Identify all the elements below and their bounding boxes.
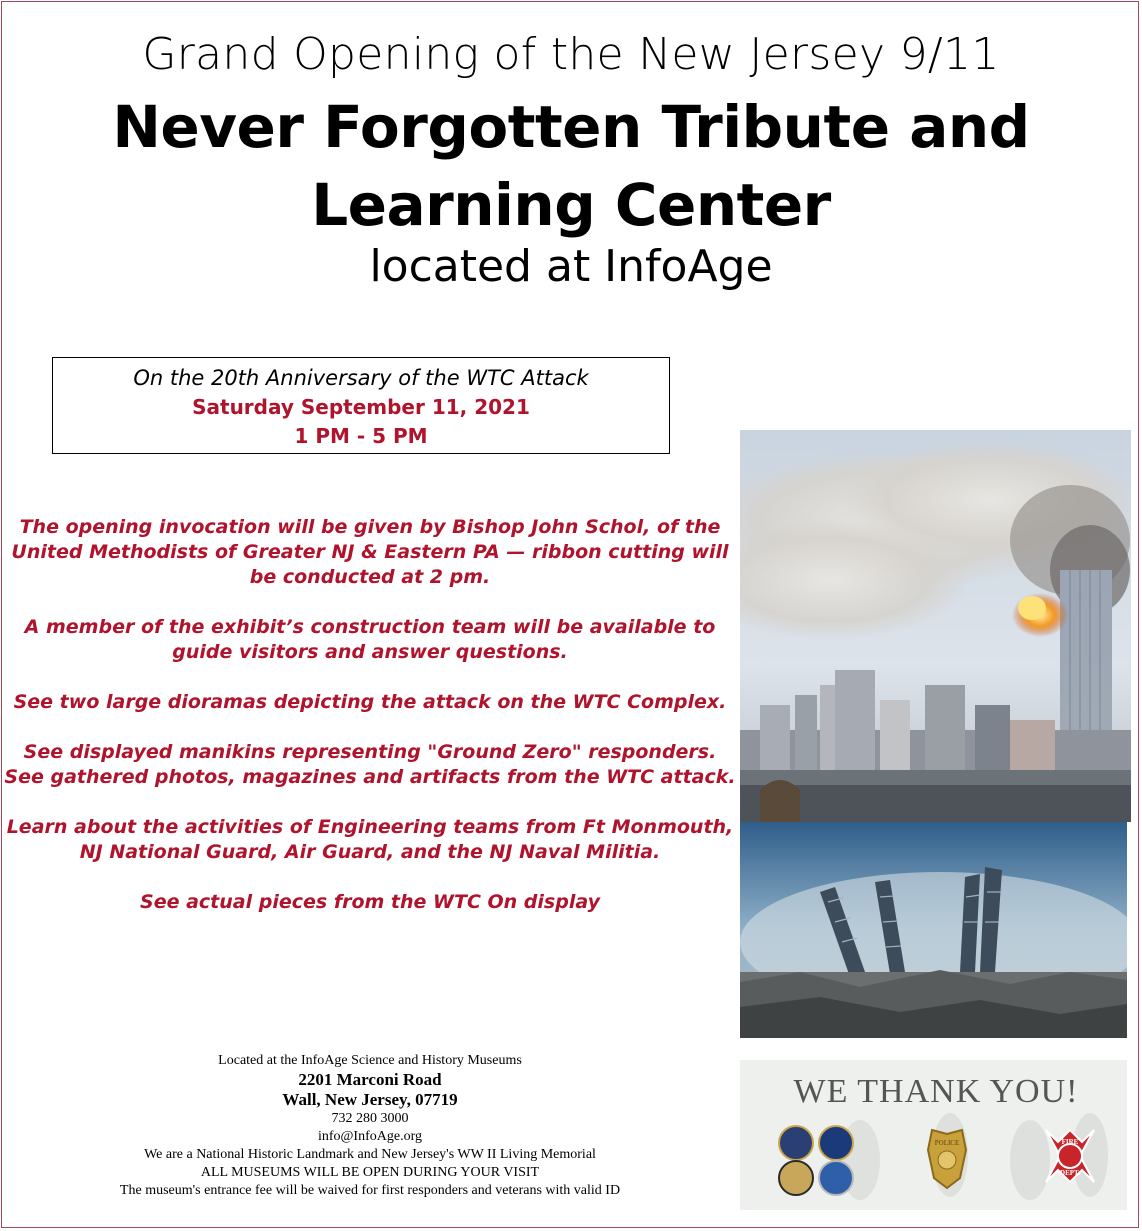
footer-open: ALL MUSEUMS WILL BE OPEN DURING YOUR VISIT — [200, 1165, 540, 1180]
thank-you-banner — [740, 1060, 1127, 1210]
event-details — [4, 515, 736, 940]
detail-manikins: See displayed manikins representing "Ground Zero" responders. See gathered photos, magazines and artifacts from the WTC attack. — [4, 741, 736, 788]
detail-invocation: The opening invocation will be given by Bishop John Schol, of the United Methodists of Greater NJ & Eastern PA — ribbon cutting will be conducted at 2 pm. — [11, 516, 729, 588]
page-title — [0, 88, 1142, 244]
ground-zero-photo — [740, 822, 1127, 1038]
header-line1: Grand Opening of the New Jersey 9/11 — [142, 29, 1000, 80]
wtc-attack-photo — [740, 430, 1131, 822]
title-line2: Learning Center — [311, 171, 831, 239]
svg-text:DEPT.: DEPT. — [1060, 1169, 1080, 1177]
footer-phone: 732 280 3000 — [331, 1111, 409, 1126]
thank-you-text: WE THANK YOU! — [793, 1073, 1079, 1110]
event-date: Saturday September 11, 2021 — [192, 395, 530, 419]
detail-dioramas: See two large dioramas depicting the attack on the WTC Complex. — [13, 691, 727, 713]
footer-landmark: We are a National Historic Landmark and New Jersey's WW II Living Memorial — [144, 1147, 596, 1162]
event-date-box — [52, 357, 670, 454]
footer-located: Located at the InfoAge Science and History Museums — [218, 1053, 522, 1068]
footer-fee: The museum's entrance fee will be waived for first responders and veterans with valid ID — [119, 1183, 621, 1198]
footer-street: 2201 Marconi Road — [298, 1070, 442, 1089]
footer-city: Wall, New Jersey, 07719 — [282, 1090, 458, 1109]
footer-email: info@InfoAge.org — [317, 1129, 422, 1144]
anniversary-subtitle: On the 20th Anniversary of the WTC Attack — [133, 366, 589, 390]
svg-text:FIRE: FIRE — [1061, 1138, 1079, 1146]
header-line3: located at InfoAge — [369, 241, 773, 292]
detail-construction-team: A member of the exhibit’s construction team will be available to guide visitors and answer questions. — [24, 616, 716, 663]
detail-wtc-pieces: See actual pieces from the WTC On display — [140, 891, 600, 913]
svg-text:POLICE: POLICE — [934, 1139, 960, 1147]
detail-engineering-teams: Learn about the activities of Engineering teams from Ft Monmouth, NJ National Guard, Air Guard, and the NJ Naval Militia. — [6, 816, 734, 863]
footer-info — [0, 1052, 740, 1200]
event-time: 1 PM - 5 PM — [294, 424, 428, 448]
title-line1: Never Forgotten Tribute and — [112, 93, 1030, 161]
